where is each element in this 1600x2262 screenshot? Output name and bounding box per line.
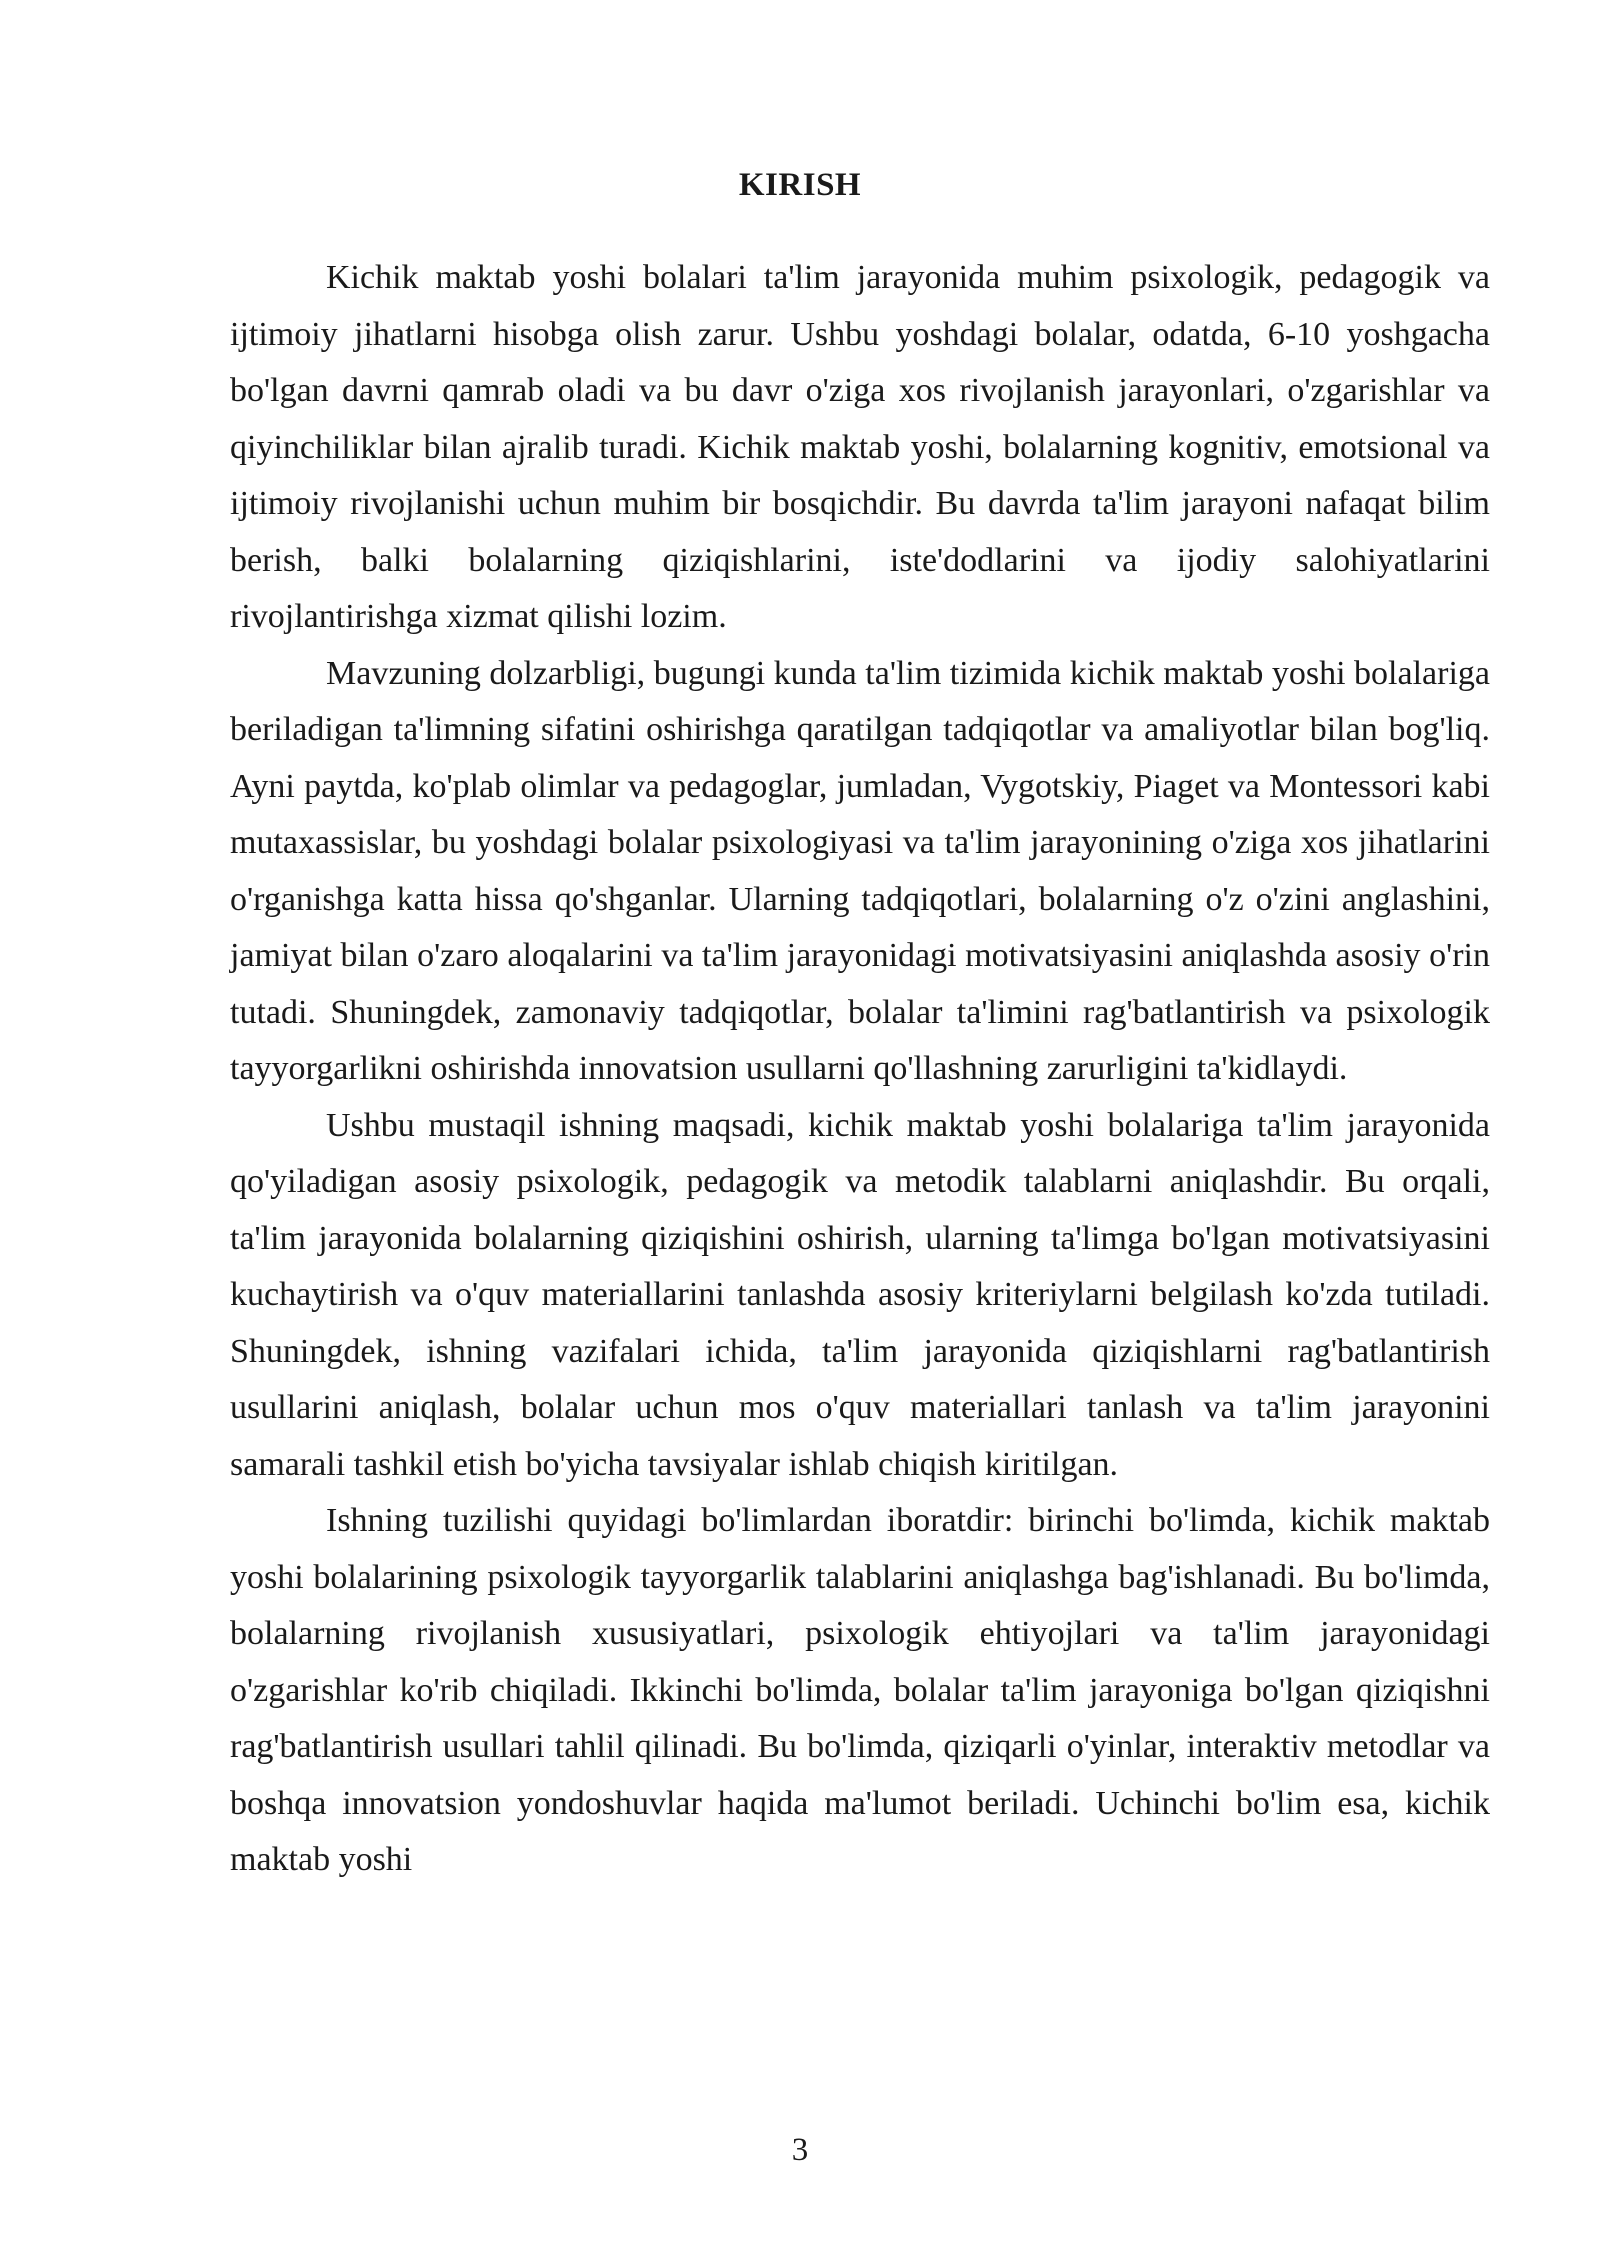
paragraph-structure: Ishning tuzilishi quyidagi bo'limlardan iboratdir: birinchi bo'limda, kichik maktab yoshi bolalarining psixologik tayyorgarlik talablarini aniqlashga bag'ishlanadi. Bu bo'limda, bolalarning rivojlanish xususiyatlari, psixologik ehtiyojlari va ta'lim jarayonidagi o'zgarishlar ko'rib chiqiladi. Ikkinchi bo'limda, bolalar ta'lim jarayoniga bo'lgan qiziqishni rag'batlantirish usullari tahlil qilinadi. Bu bo'limda, qiziqarli o'yinlar, interaktiv metodlar va boshqa innovatsion yondoshuvlar haqida ma'lumot beriladi. Uchinchi bo'lim esa, kichik maktab yoshi — [230, 1502, 1490, 1878]
paragraph-goal: Ushbu mustaqil ishning maqsadi, kichik maktab yoshi bolalariga ta'lim jarayonida qo'yiladigan asosiy psixologik, pedagogik va metodik talablarni aniqlashdir. Bu orqali, ta'lim jarayonida bolalarning qiziqishini oshirish, ularning ta'limga bo'lgan motivatsiyasini kuchaytirish va o'quv materiallarini tanlashda asosiy kriteriylarni belgilash ko'zda tutiladi. Shuningdek, ishning vazifalari ichida, ta'lim jarayonida qiziqishlarni rag'batlantirish usullarini aniqlash, bolalar uchun mos o'quv materiallari tanlash va ta'lim jarayonini samarali tashkil etish bo'yicha tavsiyalar ishlab chiqish kiritilgan. — [230, 1106, 1490, 1483]
page-title: KIRISH — [738, 167, 862, 203]
page-number: 3 — [791, 2132, 809, 2168]
paragraph-intro: Kichik maktab yoshi bolalari ta'lim jarayonida muhim psixologik, pedagogik va ijtimoiy jihatlarni hisobga olish zarur. Ushbu yoshdagi bolalar, odatda, 6-10 yoshgacha bo'lgan davrni qamrab oladi va bu davr o'ziga xos rivojlanish jarayonlari, o'zgarishlar va qiyinchiliklar bilan ajralib turadi. Kichik maktab yoshi, bolalarning kognitiv, emotsional va ijtimoiy rivojlanishi uchun muhim bir bosqichdir. Bu davrda ta'lim jarayoni nafaqat bilim berish, balki bolalarning qiziqishlarini, iste'dodlarini va ijodiy salohiyatlarini rivojlantirishga xizmat qilishi lozim. — [230, 259, 1490, 635]
paragraph-relevance: Mavzuning dolzarbligi, bugungi kunda ta'lim tizimida kichik maktab yoshi bolalariga beriladigan ta'limning sifatini oshirishga qaratilgan tadqiqotlar va amaliyotlar bilan bog'liq. Ayni paytda, ko'plab olimlar va pedagoglar, jumladan, Vygotskiy, Piaget va Montessori kabi mutaxassislar, bu yoshdagi bolalar psixologiyasi va ta'lim jarayonining o'ziga xos jihatlarini o'rganishga katta hissa qo'shganlar. Ularning tadqiqotlari, bolalarning o'z o'zini anglashini, jamiyat bilan o'zaro aloqalarini va ta'lim jarayonidagi motivatsiyasini aniqlashda asosiy o'rin tutadi. Shuningdek, zamonaviy tadqiqotlar, bolalar ta'limini rag'batlantirish va psixologik tayyorgarlikni oshirishda innovatsion usullarni qo'llashning zarurligini ta'kidlaydi. — [230, 654, 1490, 1087]
body-text — [230, 250, 1490, 1889]
